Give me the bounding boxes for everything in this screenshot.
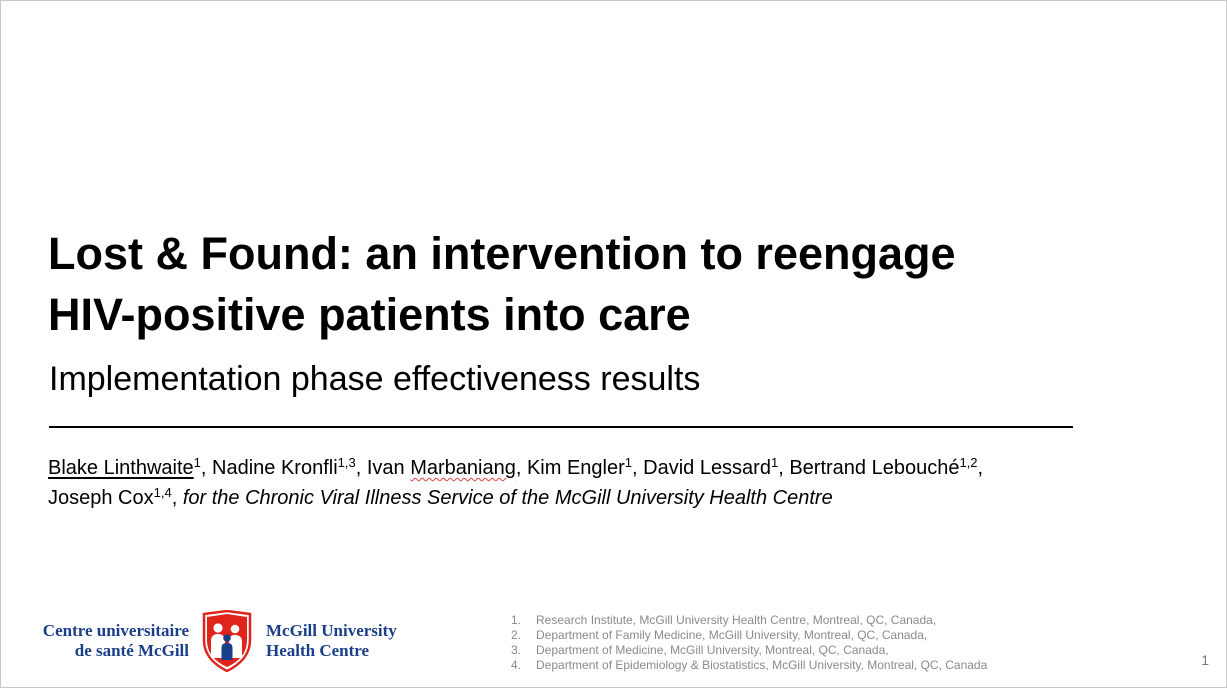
affiliation-number: 1. [511,613,522,627]
slide-subtitle: Implementation phase effectiveness results [49,360,701,398]
author-name: Nadine Kronfli [212,457,338,479]
logo-english-line-2: Health Centre [266,641,370,660]
logo-french-line-2: de santé McGill [74,641,189,660]
slide-title-line-1: Lost & Found: an intervention to reengage [48,228,956,279]
author-name: David Lessard [643,457,771,479]
author-line-1 [48,453,1168,483]
affiliation-text: Department of Medicine, McGill University, Montreal, QC, Canada, [536,643,889,657]
logo-text-french [21,621,189,661]
muhc-shield-family-icon [201,610,253,672]
affiliation-text: Department of Epidemiology & Biostatistics, McGill University, Montreal, QC, Canada [536,658,988,672]
affiliation-number: 4. [511,658,522,672]
author-separator: , [515,457,527,479]
author-separator: , [171,487,183,509]
logo-french-line-1: Centre universitaire [42,621,189,640]
affiliation-text: Department of Family Medicine, McGill University, Montreal, QC, Canada, [536,628,928,642]
author-separator: , [200,457,213,479]
affiliation-item [511,643,987,658]
affiliation-list [511,613,987,673]
author-separator: , [977,457,984,479]
author-separator: , [632,457,644,479]
logo-text-english [266,621,397,661]
author-affiliation-sup: 1,2 [959,455,978,470]
slide-page-number: 1 [1201,652,1209,668]
group-credit: for the Chronic Viral Illness Service of the McGill University Health Centre [182,487,833,509]
author-name-spellcheck-flagged[interactable]: Marbaniang [410,457,516,479]
author-separator: , [355,457,367,479]
author-name-prefix: Ivan [366,457,411,479]
author-name: Kim Engler [526,457,625,479]
author-name: Bertrand Lebouché [789,457,960,479]
author-affiliation-sup: 1,3 [337,455,356,470]
author-name: Joseph Cox [48,487,154,509]
affiliation-item [511,658,987,673]
author-affiliation-sup: 1 [770,455,779,470]
author-list [48,453,1168,513]
affiliation-text: Research Institute, McGill University Health Centre, Montreal, QC, Canada, [536,613,937,627]
author-line-2 [48,483,1168,513]
title-divider [49,426,1073,428]
affiliation-number: 3. [511,643,522,657]
slide-title [48,223,1168,345]
author-name-presenter: Blake Linthwaite [48,457,194,479]
affiliation-number: 2. [511,628,522,642]
author-affiliation-sup: 1 [193,455,201,470]
author-separator: , [778,457,790,479]
logo-english-line-1: McGill University [266,621,397,640]
author-affiliation-sup: 1 [624,455,632,470]
author-affiliation-sup: 1,4 [153,485,172,500]
affiliation-item [511,628,987,643]
slide-title-line-2: HIV-positive patients into care [48,289,691,340]
affiliation-item [511,613,987,628]
